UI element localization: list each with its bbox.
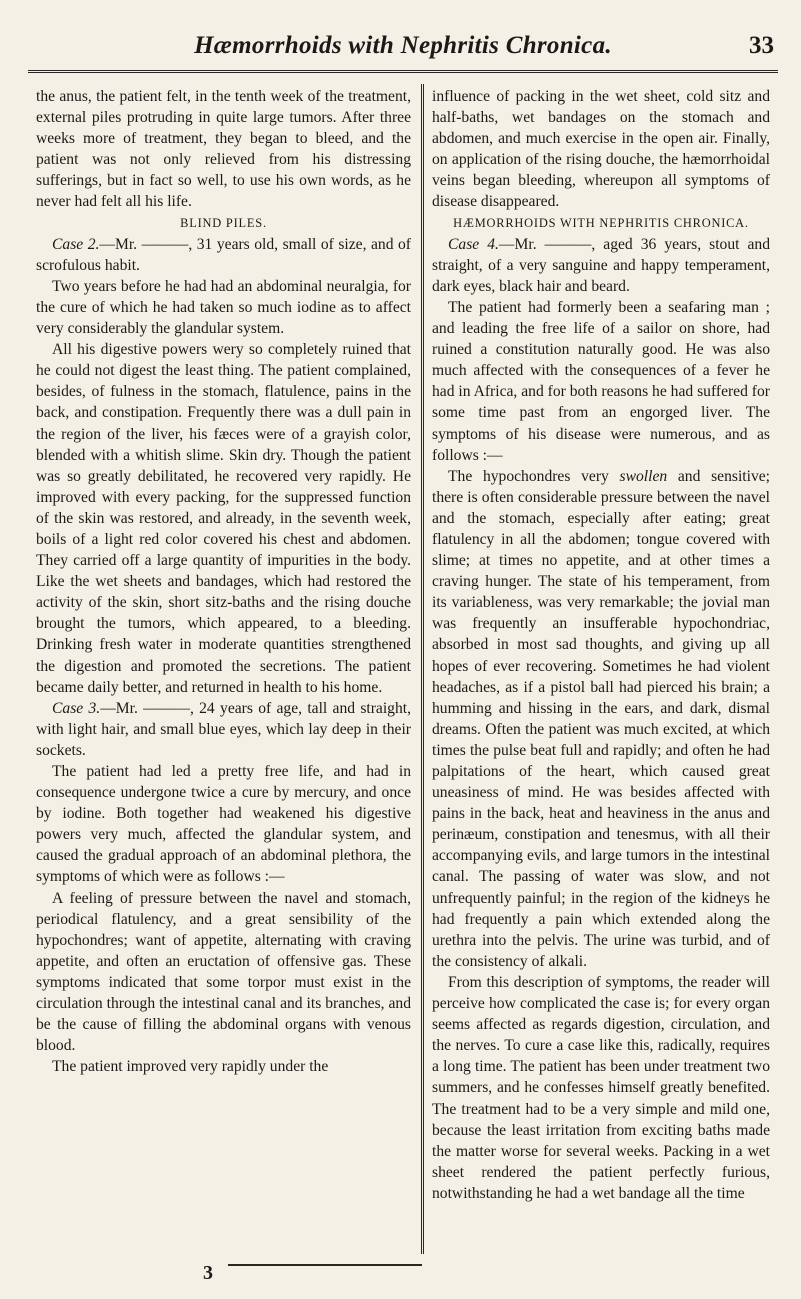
case-2-intro xyxy=(36,234,411,276)
signature-mark: 3 xyxy=(203,1262,213,1284)
case-3-text: —Mr. ———, 24 years of age, tall and straight, with light hair, and small blue eyes, which lay deep in their sockets. xyxy=(36,699,412,759)
case-3-intro xyxy=(36,698,411,761)
case-4-text: —Mr. ———, aged 36 years, stout and straight, of a very sanguine and happy temperament, dark eyes, black hair and beard. xyxy=(432,235,771,295)
paragraph: The patient had formerly been a seafaring man ; and leading the free life of a sailor on shore, had ruined a constitution naturally good. He was also much affected with the consequences of a fever he had in Africa, and for both reasons he had suffered for some time past from an engorged liver. The symptoms of his disease were numerous, and as follows :— xyxy=(432,298,770,464)
page-number: 33 xyxy=(749,32,774,59)
right-column xyxy=(432,86,770,1204)
emphasis-swollen: swollen xyxy=(619,467,668,485)
text-run: and sensitive; there is often considerable pressure between the navel and the stomach, especially after eating; great flatulency in all the abdomen; tongue covered with slime; at times no appetite, and at other times a craving hunger. The state of his temperament, from its variableness, was very remarkable; the jovial man was frequently an insufferable hypochondriac, absorbed in most sad thoughts, and giving up all hopes of ever recovering. Sometimes he had violent headaches, as if a pistol ball had pierced his brain; a humming and hissing in the ears, and dark, dismal dreams. Often the patient was much excited, at which times the pulse beat full and rapidly; and often he had palpitations of the heart, which caused great uneasiness of mind. He was besides affected with pains in the back, heat and heaviness in the anus and perinæum, constipation and tenesmus, with all their accompanying evils, and large tumors in the intestinal canal. The passing of water was slow, and not unfrequently painful; in the region of the kidneys he had frequently a pain which extended along the urethra into the pelvis. The urine was turbid, and of the consistency of alkali. xyxy=(432,467,770,970)
paragraph-symptoms xyxy=(432,466,770,972)
paragraph: A feeling of pressure between the navel and stomach, periodical flatulency, and a great sensibility of the hypochondres; want of appetite, alternating with craving appetite, and often an eructation of offensive gas. These symptoms indicated that some torpor must exist in the circulation through the intestinal canal and its branches, and be the cause of filling the abdominal organs with venous blood. xyxy=(36,889,411,1055)
signature-rule xyxy=(228,1264,422,1266)
section-heading-blind-piles: BLIND PILES. xyxy=(180,215,267,230)
text-run: The hypochondres very xyxy=(448,467,620,485)
paragraph: The patient improved very rapidly under the xyxy=(52,1058,329,1076)
case-4-intro xyxy=(432,234,770,297)
page-header xyxy=(28,30,778,73)
paragraph: The patient had led a pretty free life, and had in consequence undergone twice a cure by mercury, and once by iodine. Both together had weakened his digestive powers very much, affected the glandular system, and caused the gradual approach of an abdominal plethora, the symptoms of which were as follows :— xyxy=(36,763,411,886)
case-2-label: Case 2. xyxy=(52,235,100,253)
section-heading-nephritis: HÆMORRHOIDS WITH NEPHRITIS CHRONICA. xyxy=(453,215,749,230)
paragraph-continued: influence of packing in the wet sheet, cold sitz and half-baths, wet bandages on the stomach and abdomen, and much exercise in the open air. Finally, on application of the rising douche, the hæmorrhoidal veins began bleeding, whereupon all symptoms of disease disappeared. xyxy=(432,88,770,211)
column-divider xyxy=(421,84,424,1254)
left-column xyxy=(36,86,411,1077)
paragraph: From this description of symptoms, the reader will perceive how complicated the case is; for every organ seems affected as regards digestion, circulation, and the nerves. To cure a case like this, radically, requires a long time. The patient has been under treatment two summers, and he confesses himself greatly benefited. The treatment had to be a very simple and mild one, because the least irritation from exciting baths made the matter worse for several weeks. Packing in a wet sheet rendered the patient perfectly furious, notwithstanding he had a wet bandage all the time xyxy=(432,973,770,1202)
case-3-label: Case 3. xyxy=(52,699,101,717)
paragraph-continued: the anus, the patient felt, in the tenth week of the treatment, external piles protruding in quite large tumors. After three weeks more of treatment, they began to bleed, and the patient was not only relieved from his distressing sufferings, but in fact so well, to use his own words, as he never had felt all his life. xyxy=(36,88,411,211)
paragraph: Two years before he had had an abdominal neuralgia, for the cure of which he had taken so much iodine as to affect very considerably the glandular system. xyxy=(36,277,411,338)
case-4-label: Case 4. xyxy=(448,235,499,253)
running-title: Hæmorrhoids with Nephritis Chronica. xyxy=(194,32,612,59)
case-2-text: —Mr. ———, 31 years old, small of size, and of scrofulous habit. xyxy=(36,235,411,274)
paragraph: All his digestive powers wery so completely ruined that he could not digest the least thing. The patient complained, besides, of fulness in the stomach, flatulence, pains in the back, and constipation. Frequently there was a dull pain in the region of the liver, his fæces were of a grayish color, blended with a whitish slime. Skin dry. Though the patient was so greatly debilitated, he recovered very rapidly. He improved with every packing, for the suppressed function of the skin was restored, and already, in the seventh week, boils of a light red color covered his chest and abdomen. They carried off a large quantity of impurities in the body. Like the wet sheets and bandages, which had restored the activity of the skin, short sitz-baths and the rising douche brought the tumors, which appeared, to a bleeding. Drinking fresh water in moderate quantities strengthened the digestion and promoted the secretions. The patient became daily better, and returned in health to his home. xyxy=(36,341,411,696)
